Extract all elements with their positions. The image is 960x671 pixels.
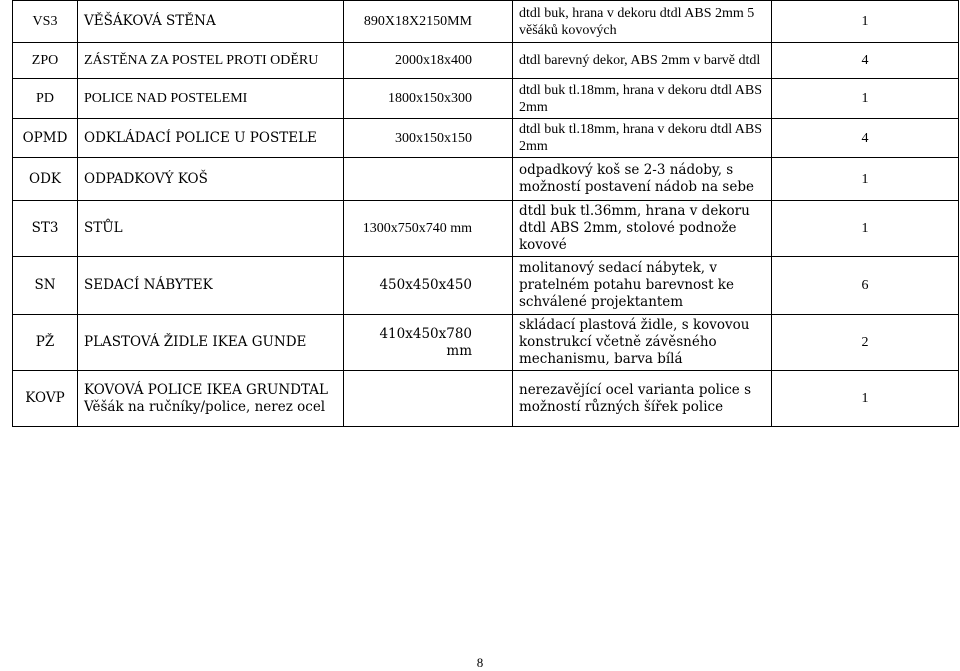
table-row (13, 1, 959, 43)
table-row (13, 315, 959, 371)
item-name: PLASTOVÁ ŽIDLE IKEA GUNDE (78, 315, 344, 371)
item-material: dtdl barevný dekor, ABS 2mm v barvě dtdl (513, 43, 772, 79)
item-quantity: 4 (772, 119, 959, 158)
item-code: ZPO (13, 43, 78, 79)
item-name: POLICE NAD POSTELEMI (78, 79, 344, 119)
item-dimensions: 410x450x780 mm (344, 315, 513, 371)
item-quantity: 1 (772, 158, 959, 201)
table-row (13, 119, 959, 158)
item-quantity: 1 (772, 371, 959, 427)
item-quantity: 6 (772, 257, 959, 315)
item-name: KOVOVÁ POLICE IKEA GRUNDTAL (84, 381, 328, 398)
item-quantity: 4 (772, 43, 959, 79)
table-row (13, 257, 959, 315)
item-name-cell (78, 371, 344, 427)
item-quantity: 2 (772, 315, 959, 371)
page-number: 8 (476, 655, 484, 670)
item-material: dtdl buk tl.36mm, hrana v dekoru dtdl ABS 2mm, stolové podnože kovové (513, 201, 772, 257)
document-page (12, 0, 960, 427)
table-row (13, 43, 959, 79)
item-dimensions: 300x150x150 (344, 119, 513, 158)
item-name: STŮL (78, 201, 344, 257)
item-code: PD (13, 79, 78, 119)
item-code: ODK (13, 158, 78, 201)
item-quantity: 1 (772, 79, 959, 119)
item-code: ST3 (13, 201, 78, 257)
item-dimensions: 1800x150x300 (344, 79, 513, 119)
item-material: dtdl buk tl.18mm, hrana v dekoru dtdl ABS 2mm (513, 119, 772, 158)
item-quantity: 1 (772, 1, 959, 43)
item-name: ZÁSTĚNA ZA POSTEL PROTI ODĚRU (78, 43, 344, 79)
item-material: dtdl buk, hrana v dekoru dtdl ABS 2mm 5 věšáků kovových (513, 1, 772, 43)
item-material: molitanový sedací nábytek, v pratelném potahu barevnost ke schválené projektantem (513, 257, 772, 315)
item-dimensions (344, 158, 513, 201)
item-name-subtitle: Věšák na ručníky/police, nerez ocel (84, 398, 326, 415)
item-dimensions (344, 371, 513, 427)
item-dimensions: 2000x18x400 (344, 43, 513, 79)
item-dimensions: 890X18X2150MM (344, 1, 513, 43)
item-code: VS3 (13, 1, 78, 43)
item-dimensions: 1300x750x740 mm (344, 201, 513, 257)
item-name: ODKLÁDACÍ POLICE U POSTELE (78, 119, 344, 158)
item-dimensions: 450x450x450 (344, 257, 513, 315)
item-material: skládací plastová židle, s kovovou konstrukcí včetně závěsného mechanismu, barva bílá (513, 315, 772, 371)
item-name: SEDACÍ NÁBYTEK (78, 257, 344, 315)
furniture-items-table (12, 0, 959, 427)
item-name: VĚŠÁKOVÁ STĚNA (78, 1, 344, 43)
table-row (13, 79, 959, 119)
table-row (13, 201, 959, 257)
item-material: dtdl buk tl.18mm, hrana v dekoru dtdl ABS 2mm (513, 79, 772, 119)
table-row (13, 371, 959, 427)
item-code: PŽ (13, 315, 78, 371)
table-row (13, 158, 959, 201)
item-code: OPMD (13, 119, 78, 158)
item-name: ODPADKOVÝ KOŠ (78, 158, 344, 201)
item-code: SN (13, 257, 78, 315)
item-quantity: 1 (772, 201, 959, 257)
item-code: KOVP (13, 371, 78, 427)
item-material: odpadkový koš se 2-3 nádoby, s možností postavení nádob na sebe (513, 158, 772, 201)
item-material: nerezavějící ocel varianta police s možností různých šířek police (513, 371, 772, 427)
